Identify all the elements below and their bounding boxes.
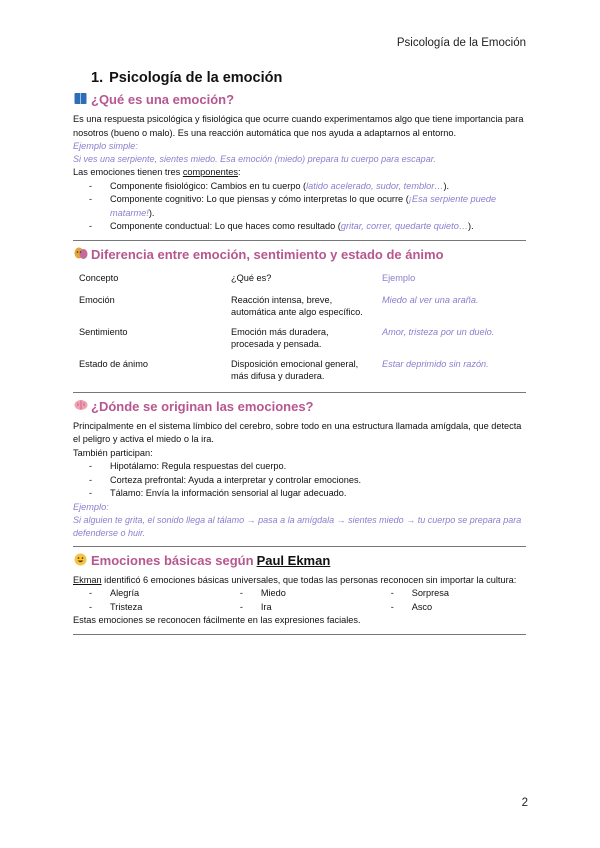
cell-concept: Sentimiento — [79, 326, 128, 337]
comparison-table — [73, 272, 526, 386]
heading-author: Paul Ekman — [256, 552, 331, 568]
heading-difference — [73, 247, 526, 262]
heading-text: ¿Qué es una emoción? — [91, 92, 235, 107]
section-title — [91, 70, 526, 86]
item-end: ). — [443, 180, 450, 191]
item-text: Componente conductual: Lo que haces como resultado ( — [110, 221, 341, 231]
heading-basic-emotions — [73, 553, 526, 568]
components-intro-text: Las emociones tienen tres — [73, 167, 183, 177]
divider — [73, 634, 526, 635]
ekman-text: identificó 6 emociones básicas universales, que todas las personas reconocen sin importar la cultura: — [101, 574, 517, 585]
cell-example: Amor, tristeza por un duelo. — [382, 326, 495, 337]
table-row — [73, 326, 526, 358]
cell-example: Estar deprimido sin razón. — [382, 358, 489, 369]
heading-text: Emociones básicas según — [91, 552, 254, 568]
brain-structures-list — [73, 460, 526, 501]
list-item — [73, 220, 526, 234]
item-text: Componente fisiológico: Cambios en tu cuerpo ( — [110, 180, 307, 191]
table-row — [73, 294, 526, 326]
components-colon: : — [237, 167, 241, 177]
list-item: - Ira — [224, 601, 375, 615]
components-list — [73, 180, 526, 234]
item-example: ¡Esa serpiente puede matarme! — [110, 194, 497, 218]
item-end: ). — [148, 207, 155, 218]
example-text: Si ves una serpiente, sientes miedo. Esa emoción (miedo) prepara tu cuerpo para escapar. — [73, 154, 436, 164]
item-example: gritar, correr, quedarte quieto… — [340, 221, 469, 231]
book-icon — [73, 92, 88, 107]
list-item — [73, 180, 526, 194]
page-content — [73, 70, 526, 641]
emotions-column — [73, 587, 224, 614]
divider — [73, 392, 526, 393]
closing-paragraph: Estas emociones se reconocen fácilmente en las expresiones faciales. — [73, 615, 361, 625]
list-item: - Miedo — [224, 587, 375, 601]
list-item: - Hipotálamo: Regula respuestas del cuerpo. — [73, 460, 526, 474]
components-intro — [73, 166, 526, 180]
list-item: - Asco — [375, 601, 526, 615]
cell-what: Disposición emocional general, más difusa y duradera. — [231, 358, 359, 381]
list-item: - Corteza prefrontal: Ayuda a interpretar y controlar emociones. — [73, 474, 526, 488]
table-header-row — [73, 272, 526, 294]
column-header: Ejemplo — [382, 272, 416, 283]
example-label: Ejemplo simple: — [73, 141, 138, 151]
list-item: - Sorpresa — [375, 587, 526, 601]
list-item: - Tristeza — [73, 601, 224, 615]
theater-masks-icon — [73, 247, 88, 262]
heading-text: Diferencia entre emoción, sentimiento y estado de ánimo — [91, 246, 444, 262]
grinning-face-icon — [73, 553, 88, 568]
column-header: ¿Qué es? — [231, 272, 272, 283]
heading-text: ¿Dónde se originan las emociones? — [91, 398, 314, 414]
cell-what: Reacción intensa, breve, automática ante algo específico. — [231, 294, 363, 317]
example-text: Si alguien te grita, el sonido llega al tálamo → pasa a la amígdala → sientes miedo → tu cuerpo se prepara para defenderse o huir. — [73, 514, 522, 538]
heading-what-is-emotion — [73, 92, 526, 107]
cell-concept: Estado de ánimo — [79, 358, 148, 369]
emotions-column — [224, 587, 375, 614]
table-row — [73, 358, 526, 386]
list-item — [73, 193, 526, 220]
item-text: Componente cognitivo: Lo que piensas y cómo interpretas lo que ocurre ( — [110, 194, 409, 204]
cell-what: Emoción más duradera, procesada y pensada. — [231, 326, 329, 349]
emotions-column — [375, 587, 526, 614]
section-title-text: Psicología de la emoción — [109, 70, 283, 86]
item-example: latido acelerado, sudor, temblor… — [306, 180, 444, 191]
section-number: 1. — [91, 70, 104, 86]
list-item: - Tálamo: Envía la información sensorial al lugar adecuado. — [73, 487, 526, 501]
column-header: Concepto — [79, 272, 119, 283]
heading-origin — [73, 399, 526, 414]
item-end: ). — [468, 221, 474, 231]
list-item: - Alegría — [73, 587, 224, 601]
components-word: componentes — [182, 167, 238, 177]
definition-paragraph: Es una respuesta psicológica y fisiológica que ocurre cuando experimentamos algo que tiene importancia para nosotros (bueno o malo). Es una reacción automática que nos ayuda a adaptarnos al entorno. — [73, 114, 524, 138]
ekman-name: Ekman — [73, 574, 102, 585]
ekman-paragraph — [73, 574, 526, 588]
cell-example: Miedo al ver una araña. — [382, 294, 479, 305]
running-header: Psicología de la Emoción — [396, 37, 526, 49]
page-number: 2 — [521, 797, 528, 809]
also-participate: También participan: — [73, 447, 153, 458]
divider — [73, 546, 526, 547]
example-label: Ejemplo: — [73, 501, 109, 512]
cell-concept: Emoción — [79, 294, 115, 305]
divider — [73, 240, 526, 241]
origin-paragraph: Principalmente en el sistema límbico del cerebro, sobre todo en una estructura llamada amígdala, que detecta el peligro y activa el miedo o la ira. — [73, 420, 522, 444]
emotions-grid — [73, 587, 526, 614]
brain-icon — [73, 399, 88, 414]
